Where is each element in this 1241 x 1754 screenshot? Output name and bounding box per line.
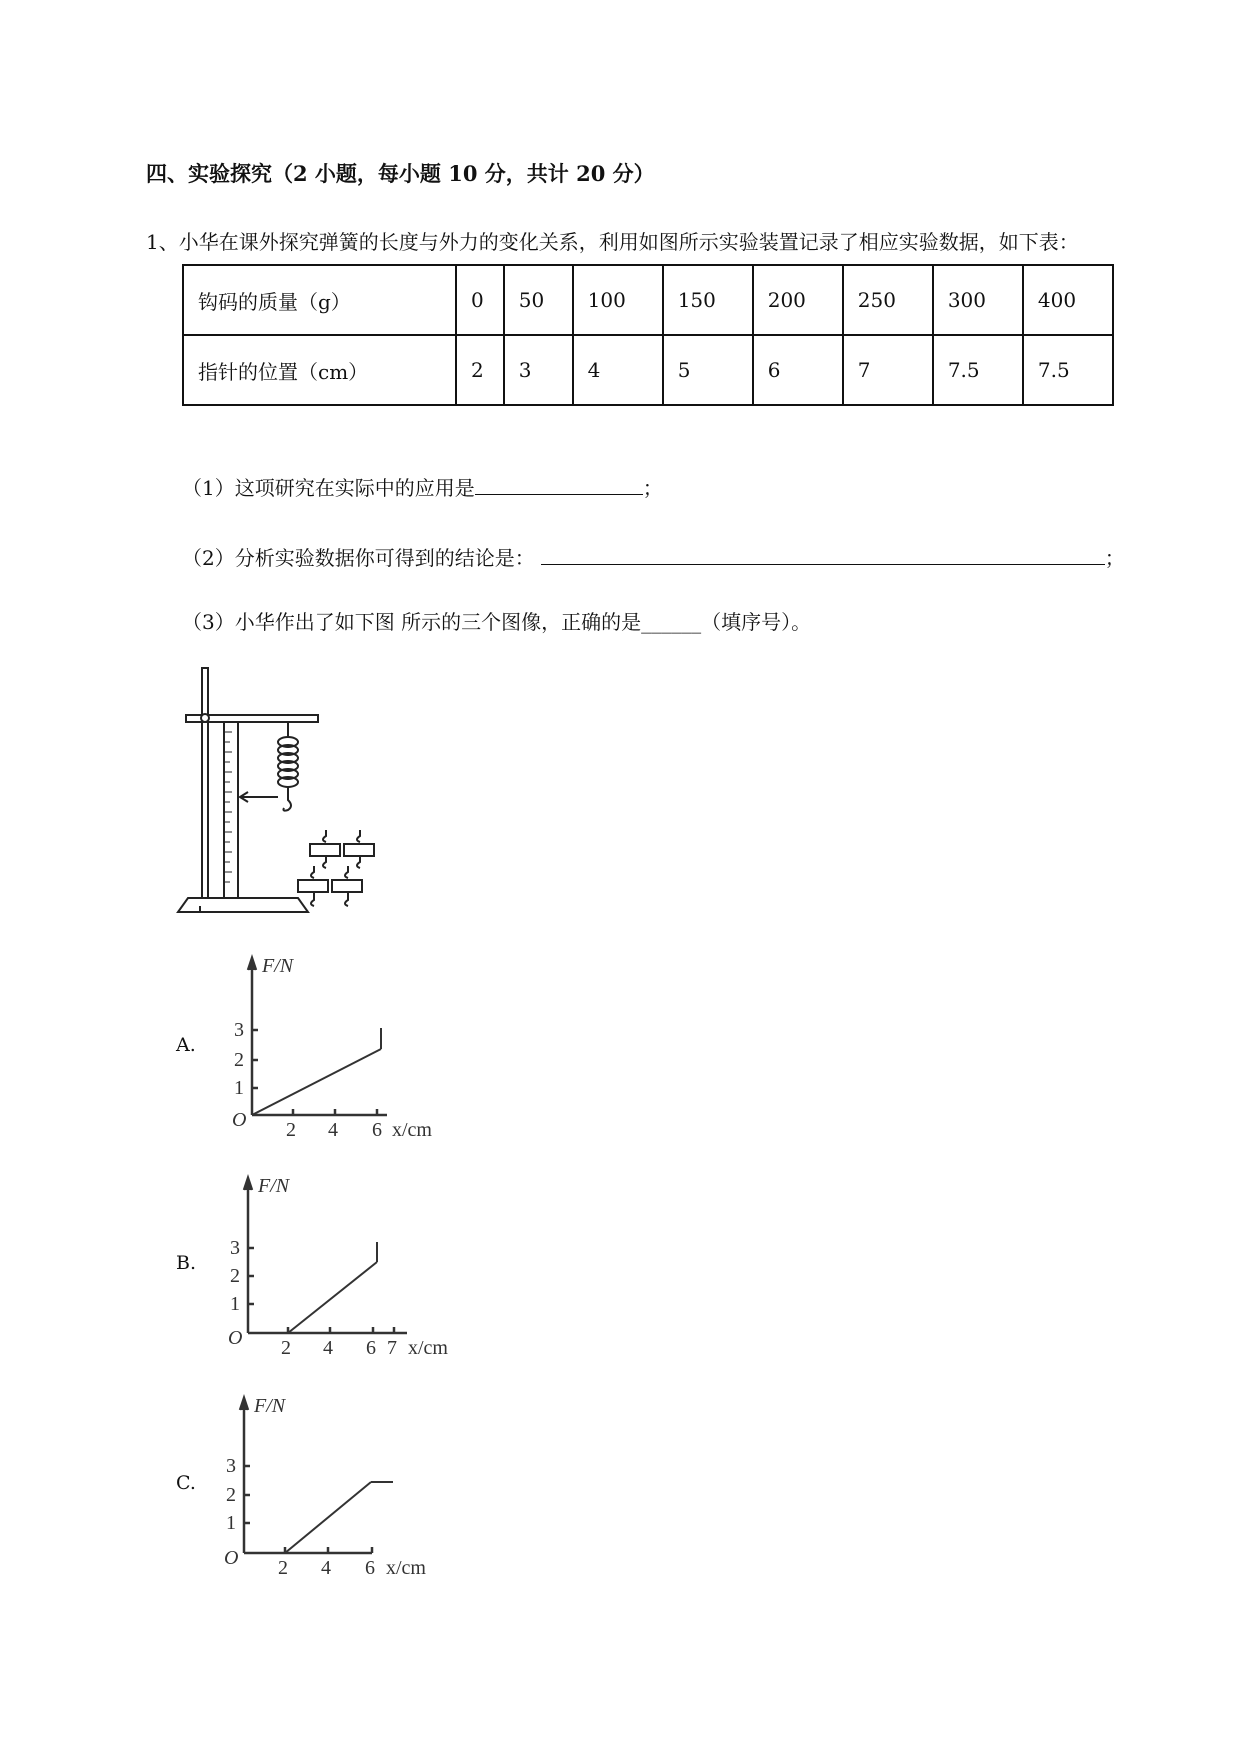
- y-tick-label: 2: [230, 1265, 240, 1287]
- table-cell: 3: [504, 335, 573, 405]
- sub-question-3-text: （3）小华作出了如下图 所示的三个图像，正确的是: [182, 610, 642, 634]
- x-axis-label: x/cm: [386, 1557, 426, 1579]
- table-cell: 5: [663, 335, 753, 405]
- answer-blank-3[interactable]: ______: [641, 610, 702, 634]
- sub-question-2-text: （2）分析实验数据你可得到的结论是：: [182, 546, 535, 570]
- option-b-label: B.: [176, 1252, 197, 1274]
- sub-question-2-suffix: ；: [1104, 546, 1125, 570]
- question-stem: 1、小华在课外探究弹簧的长度与外力的变化关系，利用如图所示实验装置记录了相应实验数据，如下表：: [146, 230, 1079, 254]
- option-a-label: A.: [176, 1034, 196, 1056]
- x-axis-label: x/cm: [408, 1337, 448, 1359]
- table-cell: 50: [504, 265, 573, 335]
- table-cell: 7: [843, 335, 933, 405]
- table-row-label: 钩码的质量（g）: [183, 265, 456, 335]
- table-cell: 300: [933, 265, 1023, 335]
- x-tick-label: 6: [366, 1337, 376, 1359]
- y-tick-label: 1: [230, 1293, 240, 1315]
- origin-label: O: [224, 1547, 239, 1569]
- graph-option-a: [222, 950, 462, 1140]
- sub-question-1-text: （1）这项研究在实际中的应用是: [182, 476, 475, 500]
- y-tick-label: 3: [226, 1455, 236, 1477]
- y-axis-label: F/N: [262, 955, 294, 977]
- origin-label: O: [228, 1327, 243, 1349]
- data-table: [182, 264, 1114, 406]
- spring-apparatus-illustration: [170, 660, 430, 920]
- origin-label: O: [232, 1109, 247, 1131]
- graph-option-b: [222, 1170, 482, 1360]
- sub-question-1: [182, 472, 663, 501]
- y-tick-label: 1: [226, 1512, 236, 1534]
- table-cell: 400: [1023, 265, 1113, 335]
- y-tick-label: 2: [234, 1049, 244, 1071]
- table-cell: 6: [753, 335, 843, 405]
- y-tick-label: 3: [230, 1237, 240, 1259]
- x-tick-label: 2: [278, 1557, 288, 1579]
- x-tick-label: 6: [372, 1119, 382, 1140]
- graph-option-c: [222, 1390, 462, 1580]
- x-tick-label: 2: [286, 1119, 296, 1140]
- table-cell: 2: [456, 335, 504, 405]
- table-cell: 7.5: [1023, 335, 1113, 405]
- answer-blank-1[interactable]: [475, 474, 643, 495]
- x-tick-label: 4: [328, 1119, 338, 1140]
- sub-question-3: [182, 606, 811, 635]
- x-tick-label: 2: [281, 1337, 291, 1359]
- table-cell: 200: [753, 265, 843, 335]
- y-axis-label: F/N: [254, 1395, 286, 1417]
- y-tick-label: 3: [234, 1019, 244, 1041]
- y-axis-label: F/N: [258, 1175, 290, 1197]
- option-c-label: C.: [176, 1472, 196, 1494]
- table-cell: 250: [843, 265, 933, 335]
- table-row-position: [183, 335, 1113, 405]
- x-tick-label: 7: [387, 1337, 397, 1359]
- table-row-mass: [183, 265, 1113, 335]
- table-cell: 150: [663, 265, 753, 335]
- section-title: 四、实验探究（2 小题，每小题 10 分，共计 20 分）: [146, 161, 655, 186]
- sub-question-2: [182, 542, 1125, 571]
- table-cell: 4: [573, 335, 663, 405]
- table-cell: 0: [456, 265, 504, 335]
- y-tick-label: 2: [226, 1484, 236, 1506]
- x-tick-label: 4: [323, 1337, 333, 1359]
- x-tick-label: 6: [365, 1557, 375, 1579]
- table-row-label: 指针的位置（cm）: [183, 335, 456, 405]
- x-axis-label: x/cm: [392, 1119, 432, 1140]
- x-tick-label: 4: [321, 1557, 331, 1579]
- sub-question-3-suffix: （填序号）。: [701, 610, 812, 634]
- table-cell: 100: [573, 265, 663, 335]
- sub-question-1-suffix: ；: [642, 476, 663, 500]
- table-cell: 7.5: [933, 335, 1023, 405]
- y-tick-label: 1: [234, 1077, 244, 1099]
- answer-blank-2[interactable]: [541, 544, 1105, 565]
